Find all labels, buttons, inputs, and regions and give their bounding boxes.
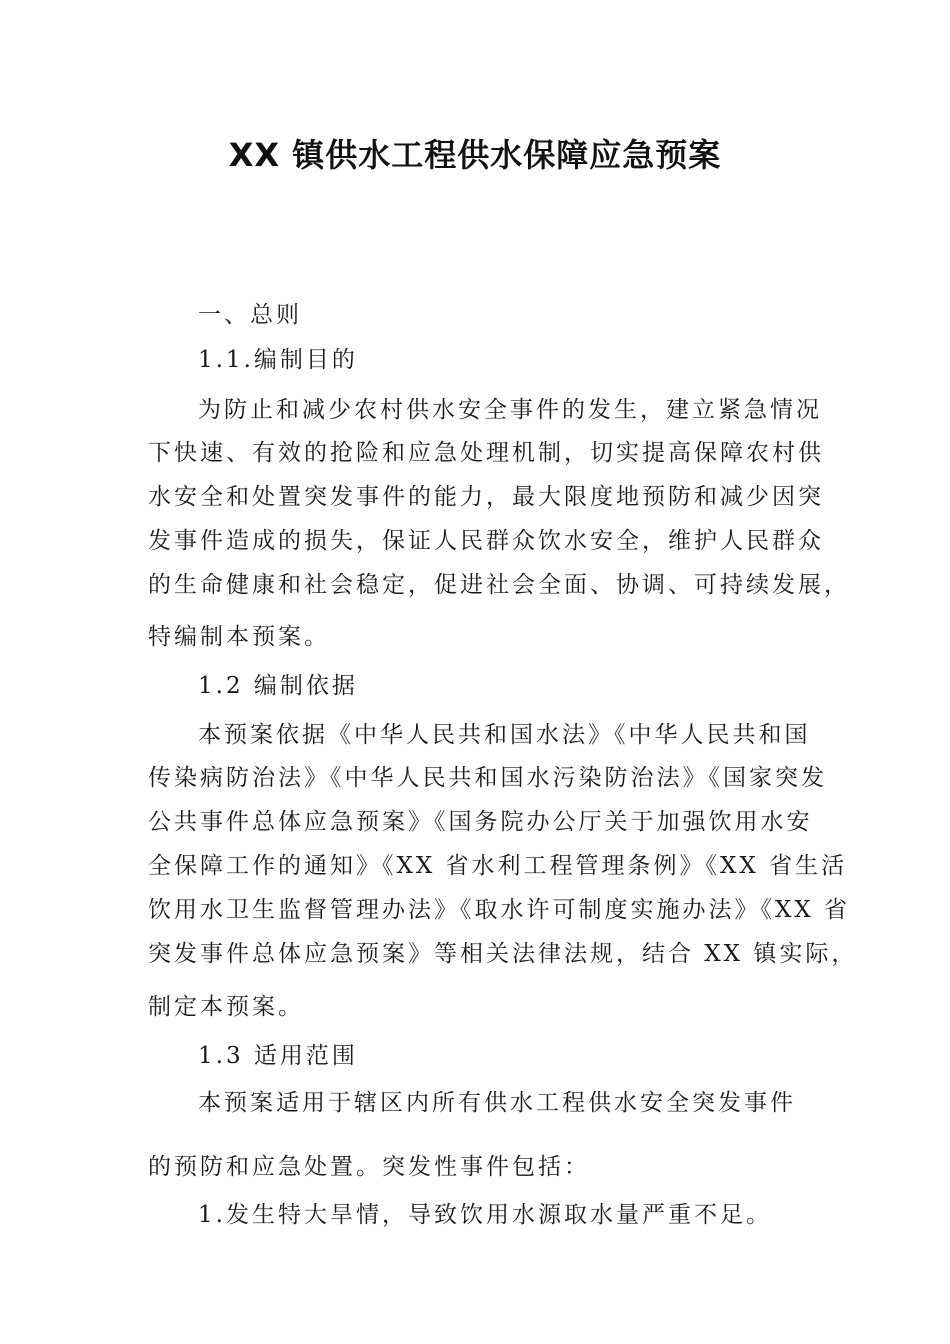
subsection-heading-basis: 1.2 编制依据 xyxy=(198,673,358,699)
paragraph-line: 突发事件总体应急预案》等相关法律法规，结合 XX 镇实际， xyxy=(148,941,858,967)
paragraph-line: 传染病防治法》《中华人民共和国水污染防治法》《国家突发 xyxy=(148,765,827,791)
document-title: XX 镇供水工程供水保障应急预案 xyxy=(228,136,722,174)
paragraph-line: 公共事件总体应急预案》《国务院办公厅关于加强饮用水安 xyxy=(148,809,813,835)
paragraph-line: 本预案适用于辖区内所有供水工程供水安全突发事件 xyxy=(198,1090,796,1116)
subsection-heading-purpose: 1.1.编制目的 xyxy=(198,347,358,373)
list-item: 1.发生特大旱情，导致饮用水源取水量严重不足。 xyxy=(198,1202,772,1228)
paragraph-line: 水安全和处置突发事件的能力，最大限度地预防和减少因突 xyxy=(148,484,824,510)
paragraph-line: 全保障工作的通知》《XX 省水利工程管理条例》《XX 省生活 xyxy=(148,853,848,879)
section-heading-general: 一、总则 xyxy=(198,302,302,328)
paragraph-line: 特编制本预案。 xyxy=(148,624,330,650)
paragraph-line: 下快速、有效的抢险和应急处理机制，切实提高保障农村供 xyxy=(148,440,824,466)
paragraph-line: 的生命健康和社会稳定，促进社会全面、协调、可持续发展， xyxy=(148,572,850,598)
paragraph-line: 发事件造成的损失，保证人民群众饮水安全，维护人民群众 xyxy=(148,528,824,554)
paragraph-line: 本预案依据《中华人民共和国水法》《中华人民共和国 xyxy=(198,722,811,748)
subsection-heading-scope: 1.3 适用范围 xyxy=(198,1043,358,1069)
paragraph-line: 制定本预案。 xyxy=(148,994,304,1020)
paragraph-line: 的预防和应急处置。突发性事件包括： xyxy=(148,1154,590,1180)
paragraph-line: 饮用水卫生监督管理办法》《取水许可制度实施办法》《XX 省 xyxy=(148,897,851,923)
paragraph-line: 为防止和减少农村供水安全事件的发生，建立紧急情况 xyxy=(198,397,822,423)
